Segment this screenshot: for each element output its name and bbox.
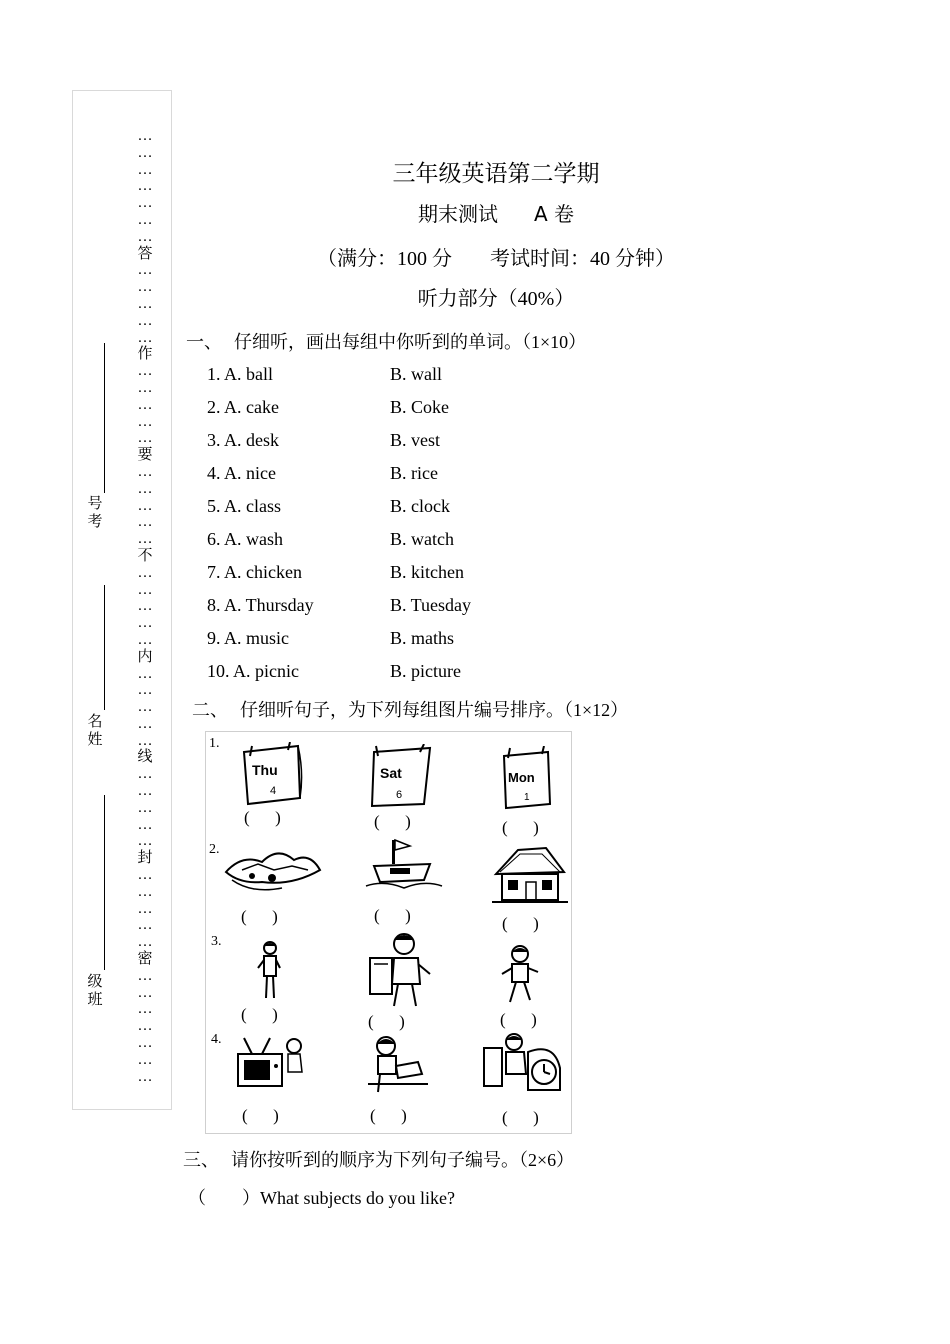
word-choice-row	[207, 661, 461, 682]
answer-blank[interactable]: ( )	[368, 1012, 405, 1031]
name-label: 名 姓	[87, 712, 103, 748]
seal-line-char: …	[137, 615, 153, 632]
answer-blank[interactable]: ( )	[502, 1108, 539, 1127]
section1-heading: 一、 仔细听，画出每组中你听到的单词。（1×10）	[186, 332, 587, 352]
word-choice-row	[207, 364, 442, 385]
tv-watching-picture	[230, 1032, 310, 1094]
option-a[interactable]: 5. A. class	[207, 496, 281, 516]
option-b[interactable]: B. vest	[390, 430, 441, 450]
seal-line-char: …	[137, 228, 153, 245]
option-b[interactable]: B. kitchen	[390, 562, 464, 582]
seal-line-char: 不	[137, 547, 153, 564]
seal-line-char: …	[137, 312, 153, 329]
answer-blank[interactable]: ( )	[500, 1010, 537, 1029]
class-line	[104, 795, 105, 970]
answer-blank[interactable]: ( )	[241, 907, 278, 926]
seal-line-char: 密	[137, 951, 153, 968]
seal-line-char: …	[137, 363, 153, 380]
option-a[interactable]: 1. A. ball	[207, 364, 273, 384]
seal-line-char: …	[137, 1068, 153, 1085]
seal-line-char: …	[137, 329, 153, 346]
svg-text:1: 1	[524, 792, 530, 803]
seal-line-char: …	[137, 144, 153, 161]
seal-line-char: …	[137, 379, 153, 396]
word-choice-row	[207, 397, 450, 418]
word-choice-row	[207, 562, 464, 583]
svg-text:4: 4	[270, 785, 277, 797]
option-b[interactable]: B. picture	[390, 661, 461, 681]
group-number: 3.	[211, 934, 222, 949]
exam-no-line	[104, 343, 105, 493]
seal-line-char: …	[137, 766, 153, 783]
seal-line-char: …	[137, 665, 153, 682]
seal-line-char: …	[137, 430, 153, 447]
seal-line-char: …	[137, 262, 153, 279]
svg-text:6: 6	[396, 789, 403, 801]
option-a[interactable]: 8. A. Thursday	[207, 595, 314, 615]
page-subtitle: 期末测试 A 卷	[417, 202, 575, 226]
calendar-picture	[366, 744, 438, 814]
option-a[interactable]: 9. A. music	[207, 628, 290, 648]
child-picture	[256, 938, 282, 1004]
seal-line-char: …	[137, 934, 153, 951]
answer-blank[interactable]: ( )	[374, 906, 411, 925]
seal-line-char: …	[137, 984, 153, 1001]
clock-picture	[480, 1028, 566, 1096]
reading-boy-picture	[366, 1034, 430, 1096]
seal-line-char: …	[137, 699, 153, 716]
seal-line-char: …	[137, 967, 153, 984]
picnic-scene-picture	[222, 840, 322, 896]
option-b[interactable]: B. Coke	[390, 397, 450, 417]
seal-line-char: …	[137, 480, 153, 497]
page-title: 三年级英语第二学期	[392, 161, 600, 187]
seal-line-char: …	[137, 1035, 153, 1052]
option-b[interactable]: B. clock	[390, 496, 450, 516]
option-a[interactable]: 6. A. wash	[207, 529, 283, 549]
group-number: 1.	[209, 736, 220, 751]
option-a[interactable]: 10. A. picnic	[207, 661, 299, 681]
answer-blank[interactable]: ( )	[370, 1106, 407, 1125]
option-b[interactable]: B. Tuesday	[390, 595, 472, 615]
score-info: （满分：100 分 考试时间：40 分钟）	[317, 248, 675, 270]
seal-line-char: …	[137, 564, 153, 581]
seal-line-char: …	[137, 396, 153, 413]
picture-grid	[205, 731, 572, 1134]
seal-line-char: 封	[137, 850, 153, 867]
seal-line-char: …	[137, 867, 153, 884]
group-number: 4.	[211, 1032, 222, 1047]
option-b[interactable]: B. wall	[390, 364, 442, 384]
option-a[interactable]: 3. A. desk	[207, 430, 279, 450]
option-a[interactable]: 7. A. chicken	[207, 562, 302, 582]
seal-line-char: …	[137, 128, 153, 144]
seal-line-char: …	[137, 1001, 153, 1018]
seal-line-char: …	[137, 917, 153, 934]
answer-blank[interactable]: ( )	[244, 808, 281, 827]
answer-blank[interactable]: ( )	[502, 914, 539, 933]
answer-blank[interactable]: ( )	[241, 1005, 278, 1024]
answer-blank[interactable]: ( )	[502, 818, 539, 837]
running-boy-picture	[500, 944, 540, 1006]
calendar-picture	[238, 742, 310, 812]
seal-line-char: 答	[137, 245, 153, 262]
seal-line-char: …	[137, 581, 153, 598]
boat-scene-picture	[364, 836, 444, 896]
seal-line-char: …	[137, 783, 153, 800]
seal-line-char: …	[137, 816, 153, 833]
answer-blank[interactable]: ( )	[242, 1106, 279, 1125]
word-choice-row	[207, 595, 472, 616]
seal-line-char: 要	[137, 447, 153, 464]
seal-line-char: …	[137, 279, 153, 296]
seal-line-char: …	[137, 732, 153, 749]
seal-line-char: …	[137, 413, 153, 430]
seal-line-char: …	[137, 211, 153, 228]
seal-line-char: …	[137, 1018, 153, 1035]
seal-line-char: 作	[137, 346, 153, 363]
group-number: 2.	[209, 842, 220, 857]
seal-line-char: …	[137, 631, 153, 648]
seal-line-char: …	[137, 799, 153, 816]
word-choice-row	[207, 463, 438, 484]
seal-line-char: …	[137, 833, 153, 850]
svg-text:Thu: Thu	[252, 762, 278, 778]
seal-line-char: 内	[137, 648, 153, 665]
option-b[interactable]: B. maths	[390, 628, 455, 648]
class-label: 级 班	[87, 972, 103, 1008]
section3-heading: 三、 请你按听到的顺序为下列句子编号。（2×6）	[183, 1150, 575, 1170]
seal-line-char: …	[137, 900, 153, 917]
option-a[interactable]: 2. A. cake	[207, 397, 279, 417]
seal-line-char: …	[137, 195, 153, 212]
svg-text:Mon: Mon	[508, 770, 535, 785]
seal-line-char: …	[137, 1051, 153, 1068]
svg-text:Sat: Sat	[380, 765, 402, 781]
name-line	[104, 585, 105, 710]
seal-line-char: 线	[137, 749, 153, 766]
student-with-backpack-picture	[366, 930, 436, 1010]
seal-line-char: …	[137, 178, 153, 195]
section2-heading: 二、 仔细听句子，为下列每组图片编号排序。（1×12）	[192, 700, 629, 720]
seal-line-char: …	[137, 463, 153, 480]
section-heading: 听力部分（40%）	[417, 288, 575, 310]
calendar-picture	[498, 746, 558, 816]
seal-line-char: …	[137, 598, 153, 615]
seal-line-text	[136, 128, 154, 1085]
option-a[interactable]: 4. A. nice	[207, 463, 276, 483]
option-b[interactable]: B. rice	[390, 463, 438, 483]
option-b[interactable]: B. watch	[390, 529, 454, 549]
seal-line-char: …	[137, 883, 153, 900]
house-picture	[490, 844, 570, 908]
seal-line-char: …	[137, 161, 153, 178]
word-choice-row	[207, 529, 454, 550]
seal-line-char: …	[137, 497, 153, 514]
exam-no-label: 号 考	[87, 494, 103, 530]
word-choice-row	[207, 628, 455, 649]
word-choice-row	[207, 430, 441, 451]
seal-line-char: …	[137, 295, 153, 312]
seal-line-char: …	[137, 715, 153, 732]
seal-line-char: …	[137, 682, 153, 699]
seal-line-char: …	[137, 531, 153, 548]
answer-blank[interactable]: ( )	[374, 812, 411, 831]
sentence-item: （ ）What subjects do you like?	[188, 1188, 455, 1208]
seal-line-char: …	[137, 514, 153, 531]
word-choice-row	[207, 496, 450, 517]
